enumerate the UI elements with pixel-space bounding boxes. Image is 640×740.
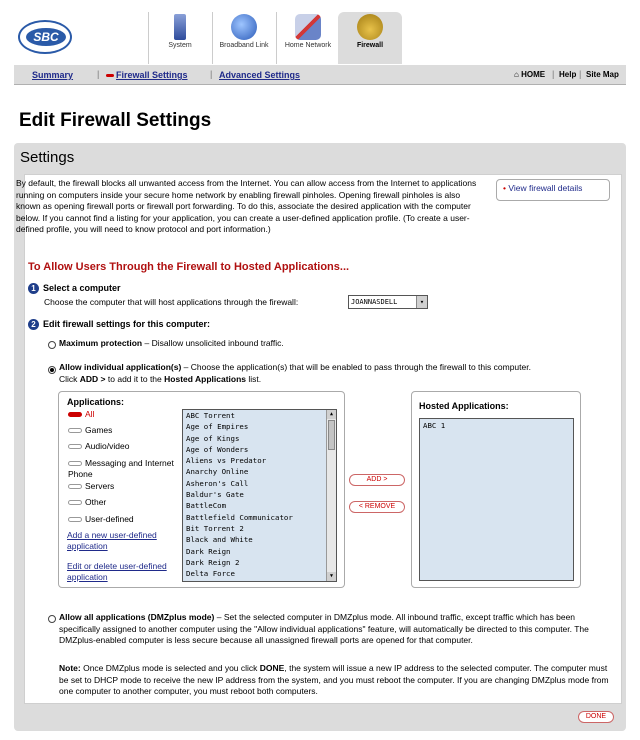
note-text: , the system will issue a new IP address to the selected computer. The computer must be set to DHCP mode to receive the new IP address from the system, and you must reboot the computer. If you are changing DMZplus mode from one computer to another computer, you must reboot both computers. xyxy=(59,663,609,697)
applications-label: Applications: xyxy=(67,397,125,407)
chevron-down-icon: ▾ xyxy=(416,296,427,308)
allow-all-text xyxy=(59,612,615,647)
tab-divider xyxy=(212,12,213,64)
category-label: Audio/video xyxy=(85,441,130,451)
category-pill-icon xyxy=(68,484,82,489)
scroll-up-icon[interactable]: ▲ xyxy=(327,410,336,419)
tab-label: Home Network xyxy=(284,42,332,49)
application-option[interactable]: Asheron's Call xyxy=(186,478,249,488)
nav-firewall-settings[interactable] xyxy=(106,70,188,80)
category-selected-icon xyxy=(68,412,82,417)
computer-select[interactable] xyxy=(348,295,428,309)
application-option[interactable]: Dark Reign xyxy=(186,546,231,556)
option-bold: ADD > xyxy=(79,373,106,384)
category-audio-video[interactable] xyxy=(68,441,129,451)
computer-select-value: JOANNASDELL xyxy=(351,298,398,306)
application-option[interactable]: Aliens vs Predator xyxy=(186,456,267,466)
radio-allow-all-dmzplus[interactable] xyxy=(48,615,56,623)
application-option[interactable]: BattleCom xyxy=(186,501,227,511)
maximum-protection-text xyxy=(59,338,284,350)
radio-allow-individual[interactable] xyxy=(48,366,56,374)
intro-text: By default, the firewall blocks all unwanted access from the Internet. You can allow access from the Internet to applications running on computers inside your secure home network by enabling firewall pinholes. Opening firewall pinholes is also known as opening firewall ports or firewall port forwarding. To do this, associate the desired application with the computer below. If you cannot find a listing for your application, you can create a user-defined application profile. (To create a user-defined profile, you will need to know protocol and port information.) xyxy=(16,178,477,235)
option-desc: – Choose the application(s) that will be enabled to pass through the firewall to this computer. xyxy=(181,362,531,372)
application-option[interactable]: Delta Force xyxy=(186,569,235,579)
application-option[interactable]: ABC Torrent xyxy=(186,411,235,420)
option-desc: to add it to the xyxy=(105,373,165,384)
tab-broadband-link[interactable] xyxy=(214,12,274,64)
application-option[interactable]: Dark Reign 2 xyxy=(186,557,240,567)
tab-home-network[interactable] xyxy=(278,12,338,64)
note-bold: DONE xyxy=(259,663,285,673)
option-desc: list. xyxy=(246,373,262,384)
application-option[interactable]: Baldur's Gate xyxy=(186,490,244,500)
step-number-icon: 2 xyxy=(28,319,39,330)
step-title: Edit firewall settings for this computer: xyxy=(43,319,211,329)
category-messaging[interactable] xyxy=(68,458,180,480)
tab-label: System xyxy=(168,42,192,49)
application-option[interactable]: Bit Torrent 2 xyxy=(186,523,244,533)
hosted-rows xyxy=(423,421,570,430)
tab-divider xyxy=(148,12,149,64)
allow-individual-text xyxy=(59,362,615,385)
category-label: Games xyxy=(85,425,113,435)
home-icon: ⌂ xyxy=(514,70,519,79)
nav-label: HOME xyxy=(521,70,546,79)
application-option[interactable]: Anarchy Online xyxy=(186,467,249,477)
step-number-icon: 1 xyxy=(28,283,39,294)
application-option[interactable]: Age of Empires xyxy=(186,422,249,432)
category-pill-icon xyxy=(68,428,82,433)
category-label: Messaging and Internet Phone xyxy=(68,458,174,479)
remove-button[interactable]: < REMOVE xyxy=(349,501,405,513)
add-user-defined-link[interactable]: Add a new user-defined application xyxy=(67,530,157,551)
category-label: Other xyxy=(85,497,107,507)
nav-separator: | xyxy=(97,69,100,79)
nav-summary[interactable]: Summary xyxy=(32,70,74,80)
step-title: Select a computer xyxy=(43,283,121,293)
nav-help[interactable]: Help xyxy=(559,70,577,79)
category-pill-icon xyxy=(68,461,82,466)
nav-separator: | xyxy=(552,69,555,79)
done-button[interactable]: DONE xyxy=(578,711,614,723)
note-text: Once DMZplus mode is selected and you click xyxy=(80,663,260,673)
applications-list[interactable] xyxy=(182,409,337,582)
category-pill-icon xyxy=(68,444,82,449)
category-pill-icon xyxy=(68,500,82,505)
application-option[interactable]: Black and White xyxy=(186,535,253,545)
system-icon xyxy=(174,14,186,40)
application-rows xyxy=(183,410,336,579)
tab-firewall[interactable] xyxy=(338,12,402,64)
step-1-description: Choose the computer that will host applications through the firewall: xyxy=(44,297,299,307)
current-marker-icon xyxy=(106,74,114,77)
sbc-logo[interactable] xyxy=(18,20,72,54)
panel-title: Settings xyxy=(20,149,75,166)
nav-label: Firewall Settings xyxy=(116,70,188,80)
scrollbar[interactable] xyxy=(326,410,336,581)
sub-navigation xyxy=(14,65,626,85)
note-label: Note: xyxy=(59,663,81,673)
category-other[interactable] xyxy=(68,497,106,507)
category-games[interactable] xyxy=(68,425,112,435)
option-title: Allow individual application(s) xyxy=(59,362,182,372)
application-option[interactable]: Age of Kings xyxy=(186,433,240,443)
application-option[interactable]: Battlefield Communicator xyxy=(186,512,293,522)
view-firewall-details-link[interactable]: View firewall details xyxy=(508,183,583,193)
hosted-application-option[interactable]: ABC 1 xyxy=(423,421,446,430)
add-button[interactable]: ADD > xyxy=(349,474,405,486)
logo-text: SBC xyxy=(26,28,66,46)
allow-heading: To Allow Users Through the Firewall to Hosted Applications... xyxy=(28,261,350,273)
nav-advanced-settings[interactable]: Advanced Settings xyxy=(219,70,301,80)
scroll-thumb[interactable] xyxy=(328,420,335,450)
option-desc: – Disallow unsolicited inbound traffic. xyxy=(142,338,284,348)
nav-separator: | xyxy=(579,69,582,79)
category-user-defined[interactable] xyxy=(68,514,134,524)
category-label: User-defined xyxy=(85,514,134,524)
nav-site-map[interactable]: Site Map xyxy=(586,70,619,79)
tab-label: Broadband Link xyxy=(219,42,269,49)
option-bold: Hosted Applications xyxy=(164,373,246,384)
hosted-applications-label: Hosted Applications: xyxy=(419,401,509,411)
application-option[interactable]: Age of Wonders xyxy=(186,444,249,454)
view-details-box xyxy=(496,179,610,201)
option-title: Allow all applications (DMZplus mode) xyxy=(59,612,215,622)
category-label: Servers xyxy=(85,481,115,491)
nav-separator: | xyxy=(210,69,213,79)
dmzplus-note xyxy=(59,663,611,698)
category-servers[interactable] xyxy=(68,481,114,491)
header xyxy=(0,0,640,64)
edit-user-defined-link[interactable]: Edit or delete user-defined application xyxy=(67,561,167,582)
radio-maximum-protection[interactable] xyxy=(48,341,56,349)
nav-home[interactable] xyxy=(514,70,545,79)
tab-label: Firewall xyxy=(356,42,384,49)
category-label: All xyxy=(85,409,95,419)
tab-divider xyxy=(276,12,277,64)
bullet-icon: • xyxy=(503,183,506,193)
page-title: Edit Firewall Settings xyxy=(19,110,212,131)
category-pill-icon xyxy=(68,517,82,522)
option-desc: – Set the selected computer in DMZplus mode. All inbound traffic, except traffic which has been specifically assigned to another computer using the "Allow individual applications" feature, will automatically be directed to this computer. The DMZplus-enabled computer is less secure because all unassigned firewall ports are opened for that computer. xyxy=(59,612,589,646)
option-title: Maximum protection xyxy=(59,338,143,348)
globe-icon xyxy=(231,14,257,40)
tab-system[interactable] xyxy=(150,12,210,64)
step-1-heading xyxy=(28,283,121,294)
step-2-heading xyxy=(28,319,210,330)
lock-icon xyxy=(357,14,383,40)
network-icon xyxy=(295,14,321,40)
hosted-applications-list[interactable] xyxy=(419,418,574,581)
option-desc: Click xyxy=(59,373,80,384)
scroll-down-icon[interactable]: ▼ xyxy=(327,572,336,581)
category-all[interactable] xyxy=(68,409,94,419)
